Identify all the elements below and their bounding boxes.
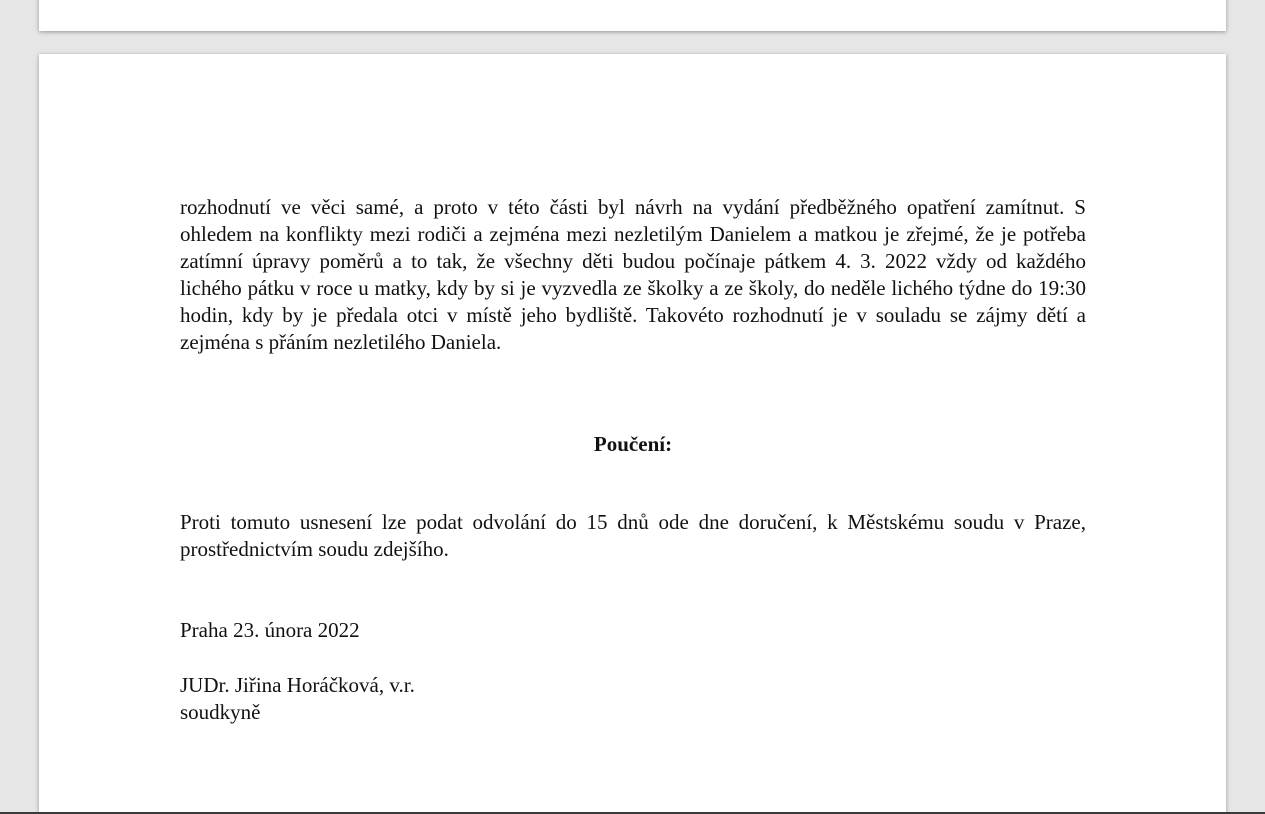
judge-title: soudkyně (180, 700, 261, 724)
reasoning-paragraph: rozhodnutí ve věci samé, a proto v této části byl návrh na vydání předběžného opatření zamítnut. S ohledem na konflikty mezi rodiči a zejména mezi nezletilým Danielem a matkou je zřejmé, že je potřeba zatímní úpravy poměrů a to tak, že všechny děti budou počínaje pátkem 4. 3. 2022 vždy od každého lichého pátku v roce u matky, kdy by si je vyzvedla ze školky a ze školy, do neděle lichého týdne do 19:30 hodin, kdy by je předala otci v místě jeho bydliště. Takovéto rozhodnutí je v souladu se zájmy dětí a zejména s přáním nezletilého Daniela. (180, 195, 1086, 354)
previous-page (39, 0, 1226, 31)
judge-name: JUDr. Jiřina Horáčková, v.r. (180, 673, 415, 697)
instruction-heading: Poučení: (593, 432, 673, 456)
document-page (39, 54, 1226, 814)
appeal-instruction-paragraph: Proti tomuto usnesení lze podat odvolání do 15 dnů ode dne doručení, k Městskému soudu v Praze, prostřednictvím soudu zdejšího. (180, 510, 1086, 561)
place-date-line: Praha 23. února 2022 (180, 618, 360, 642)
